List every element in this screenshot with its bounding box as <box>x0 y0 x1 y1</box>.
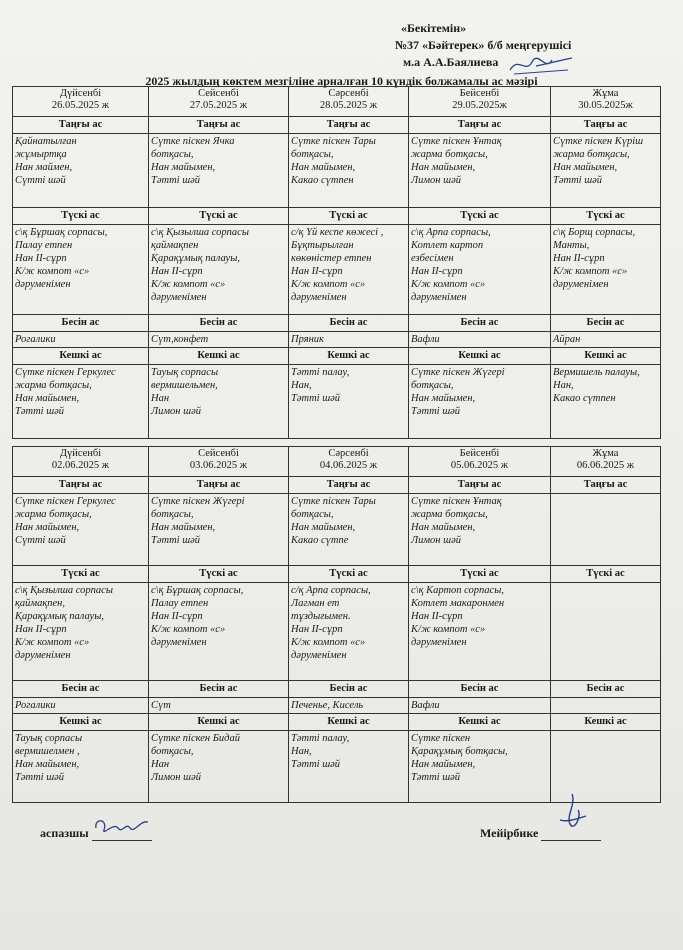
menu-cell <box>289 225 409 315</box>
dish-line: К/ж компот «с» <box>151 279 226 290</box>
dish-line: дәруменімен <box>553 279 609 290</box>
dish-line: дәруменімен <box>151 637 207 648</box>
meal-label: Түскі ас <box>13 208 149 225</box>
nurse-signature <box>552 790 592 836</box>
week2-day-row <box>13 447 661 477</box>
dish-line: Сүтке піскен Геркулес <box>15 496 116 507</box>
dish-line: Сүтке піскен Ұнтақ <box>411 136 502 147</box>
dish-line: Сүтті шәй <box>15 535 66 546</box>
dish-line: К/ж компот «с» <box>411 279 486 290</box>
week1-breakfast-label-row <box>13 117 661 134</box>
dish-line: жарма ботқасы, <box>15 509 92 520</box>
dish-line: К/ж компот «с» <box>553 266 628 277</box>
meal-label: Кешкі ас <box>13 714 149 731</box>
menu-cell <box>13 583 149 681</box>
menu-cell <box>13 494 149 566</box>
snack-cell <box>551 698 661 714</box>
meal-label: Таңғы ас <box>289 477 409 494</box>
day-header: Дүйсенбі 02.06.2025 ж <box>13 447 149 477</box>
week1-lunch-label-row <box>13 208 661 225</box>
day-header: Сейсенбі 27.05.2025 ж <box>149 87 289 117</box>
meal-label: Таңғы ас <box>13 117 149 134</box>
meal-label: Түскі ас <box>289 566 409 583</box>
menu-cell <box>409 494 551 566</box>
week2-lunch-row <box>13 583 661 681</box>
dish-line: ботқасы, <box>151 746 194 757</box>
dish-line: с/қ Арпа сорпасы, <box>291 585 371 596</box>
dish-line: жарма ботқасы, <box>411 149 488 160</box>
menu-cell <box>551 494 661 566</box>
snack-cell: Печенье, Кисель <box>289 698 409 714</box>
dish-line: Қарақұмық палауы, <box>151 253 240 264</box>
menu-cell <box>149 365 289 439</box>
meal-label: Таңғы ас <box>13 477 149 494</box>
meal-label: Бесін ас <box>409 315 551 332</box>
dish-line: Тауық сорпасы <box>151 367 219 378</box>
dish-line: қаймақпен, <box>15 598 66 609</box>
meal-label: Бесін ас <box>551 681 661 698</box>
dish-line: Вермишель палауы, <box>553 367 640 378</box>
meal-label: Түскі ас <box>409 566 551 583</box>
dish-line: Қарақұмық ботқасы, <box>411 746 508 757</box>
snack-cell: Пряник <box>289 332 409 348</box>
dish-line: Палау етпен <box>15 240 73 251</box>
dish-line: Нан майымен, <box>411 393 476 404</box>
cook-signature <box>92 812 152 840</box>
dish-line: Сүтке піскен Жүгері <box>411 367 505 378</box>
meal-label: Таңғы ас <box>551 117 661 134</box>
dish-line: Какао сүтпен <box>553 393 616 404</box>
dish-line: жарма ботқасы, <box>411 509 488 520</box>
meal-label: Түскі ас <box>13 566 149 583</box>
dish-line: Қайнатылған <box>15 136 77 147</box>
menu-cell <box>409 583 551 681</box>
dish-line: Тәтті палау, <box>291 367 350 378</box>
meal-label: Кешкі ас <box>551 714 661 731</box>
dish-line: дәруменімен <box>291 650 347 661</box>
menu-table-week2 <box>12 446 661 803</box>
meal-label: Түскі ас <box>149 566 289 583</box>
dish-line: Тәтті палау, <box>291 733 350 744</box>
snack-cell: Рогалики <box>13 332 149 348</box>
menu-cell <box>289 583 409 681</box>
dish-line: Тәтті шәй <box>15 772 65 783</box>
dish-line: с\қ Картоп сорпасы, <box>411 585 504 596</box>
dish-line: Тәтті шәй <box>291 759 341 770</box>
dish-line: Нан майымен, <box>411 759 476 770</box>
meal-label: Бесін ас <box>149 681 289 698</box>
dish-line: Тәтті шәй <box>151 175 201 186</box>
week1-dinner-label-row <box>13 348 661 365</box>
dish-line: Сүтке піскен <box>411 733 471 744</box>
meal-label: Кешкі ас <box>289 714 409 731</box>
day-header: Дүйсенбі 26.05.2025 ж <box>13 87 149 117</box>
dish-line: Сүтке піскен Тары <box>291 496 376 507</box>
dish-line: Нан II-сұрп <box>411 266 463 277</box>
meal-label: Таңғы ас <box>409 477 551 494</box>
dish-line: дәруменімен <box>411 637 467 648</box>
dish-line: Нан майымен, <box>151 162 216 173</box>
snack-cell: Сүт <box>149 698 289 714</box>
week1-breakfast-row <box>13 134 661 208</box>
dish-line: К/ж компот «с» <box>291 279 366 290</box>
menu-cell <box>149 731 289 803</box>
dish-line: Нан, <box>553 380 574 391</box>
meal-label: Кешкі ас <box>289 348 409 365</box>
dish-line: Нан II-сұрп <box>151 611 203 622</box>
dish-line: ботқасы, <box>291 149 334 160</box>
dish-line: Нан майымен, <box>411 522 476 533</box>
menu-cell <box>149 583 289 681</box>
meal-label: Таңғы ас <box>149 117 289 134</box>
dish-line: с\қ Арпа сорпасы, <box>411 227 491 238</box>
dish-line: дәруменімен <box>151 292 207 303</box>
dish-line: жарма ботқасы, <box>15 380 92 391</box>
dish-line: Тәтті шәй <box>553 175 603 186</box>
dish-line: Какао сүтпе <box>291 535 349 546</box>
dish-line: Палау етпен <box>151 598 209 609</box>
dish-line: с\қ Қызылша сорпасы <box>15 585 113 596</box>
week2-snack-row <box>13 698 661 714</box>
dish-line: Сүтке піскен Геркулес <box>15 367 116 378</box>
dish-line: Сүтке піскен Күріш <box>553 136 644 147</box>
dish-line: Сүтке піскен Тары <box>291 136 376 147</box>
dish-line: Нан майымен, <box>151 522 216 533</box>
menu-cell <box>13 134 149 208</box>
day-header: Сейсенбі 03.06.2025 ж <box>149 447 289 477</box>
dish-line: Сүтке піскен Ячка <box>151 136 235 147</box>
dish-line: Нан II-сұрп <box>291 624 343 635</box>
dish-line: с\қ Бұршақ сорпасы, <box>151 585 244 596</box>
dish-line: Нан II-сұрп <box>411 611 463 622</box>
meal-label: Таңғы ас <box>149 477 289 494</box>
day-header: Бейсенбі 29.05.2025ж <box>409 87 551 117</box>
dish-line: Манты, <box>553 240 590 251</box>
dish-line: дәруменімен <box>15 279 71 290</box>
dish-line: Нан майымен, <box>15 522 80 533</box>
week1-dinner-row <box>13 365 661 439</box>
dish-line: Котлет макаронмен <box>411 598 505 609</box>
dish-line: езбесімен <box>411 253 454 264</box>
meal-label: Бесін ас <box>149 315 289 332</box>
dish-line: К/ж компот «с» <box>291 637 366 648</box>
dish-line: Лимон шәй <box>411 175 461 186</box>
meal-label: Түскі ас <box>149 208 289 225</box>
dish-line: Нан маймен, <box>15 162 73 173</box>
meal-label: Кешкі ас <box>149 348 289 365</box>
meal-label: Түскі ас <box>551 208 661 225</box>
dish-line: с\қ Қызылша сорпасы <box>151 227 249 238</box>
meal-label: Бесін ас <box>289 681 409 698</box>
menu-cell <box>551 365 661 439</box>
dish-line: Тәтті шәй <box>291 393 341 404</box>
menu-cell <box>149 494 289 566</box>
menu-cell <box>289 731 409 803</box>
dish-line: Тауық сорпасы <box>15 733 83 744</box>
week2-lunch-label-row <box>13 566 661 583</box>
organization-line: №37 «Бәйтерек» б/б меңгерушісі <box>395 38 572 52</box>
meal-label: Кешкі ас <box>409 714 551 731</box>
week1-snack-row <box>13 332 661 348</box>
menu-cell <box>409 731 551 803</box>
day-header: Сәрсенбі 28.05.2025 ж <box>289 87 409 117</box>
dish-line: ботқасы, <box>151 509 194 520</box>
dish-line: Қарақұмық палауы, <box>15 611 104 622</box>
dish-line: Нан майымен, <box>411 162 476 173</box>
day-header: Жұма 06.06.2025 ж <box>551 447 661 477</box>
dish-line: вермишелмен , <box>15 746 80 757</box>
menu-cell <box>289 494 409 566</box>
dish-line: Тәтті шәй <box>411 406 461 417</box>
menu-cell <box>289 365 409 439</box>
dish-line: дәруменімен <box>291 292 347 303</box>
week2-snack-label-row <box>13 681 661 698</box>
meal-label: Кешкі ас <box>409 348 551 365</box>
meal-label: Кешкі ас <box>13 348 149 365</box>
dish-line: Нан майымен, <box>15 393 80 404</box>
dish-line: К/ж компот «с» <box>15 266 90 277</box>
menu-cell <box>551 225 661 315</box>
dish-line: Нан II-сұрп <box>15 253 67 264</box>
nurse-label: Мейірбике <box>480 826 539 840</box>
dish-line: жарма ботқасы, <box>553 149 630 160</box>
meal-label: Түскі ас <box>289 208 409 225</box>
dish-line: К/ж компот «с» <box>151 624 226 635</box>
menu-cell <box>13 731 149 803</box>
dish-line: ботқасы, <box>411 380 454 391</box>
week1-day-row <box>13 87 661 117</box>
dish-line: дәруменімен <box>411 292 467 303</box>
menu-cell <box>551 583 661 681</box>
day-header: Жұма 30.05.2025ж <box>551 87 661 117</box>
dish-line: қаймақпен <box>151 240 199 251</box>
dish-line: К/ж компот «с» <box>15 637 90 648</box>
menu-cell <box>149 225 289 315</box>
menu-table-week1 <box>12 86 661 439</box>
meal-label: Түскі ас <box>409 208 551 225</box>
dish-line: Лимон шәй <box>151 406 201 417</box>
dish-line: Нан майымен, <box>15 759 80 770</box>
meal-label: Түскі ас <box>551 566 661 583</box>
menu-cell <box>409 365 551 439</box>
meal-label: Бесін ас <box>13 681 149 698</box>
dish-line: Нан майымен, <box>553 162 618 173</box>
dish-line: Сүтті шәй <box>15 175 66 186</box>
day-header: Сәрсенбі 04.06.2025 ж <box>289 447 409 477</box>
week1-lunch-row <box>13 225 661 315</box>
week2-dinner-label-row <box>13 714 661 731</box>
meal-label: Бесін ас <box>409 681 551 698</box>
meal-label: Кешкі ас <box>551 348 661 365</box>
dish-line: Нан майымен, <box>291 162 356 173</box>
snack-cell: Сүт,конфет <box>149 332 289 348</box>
menu-cell <box>289 134 409 208</box>
approval-title: «Бекітемін» <box>401 21 467 35</box>
dish-line: Сүтке піскен Ұнтақ <box>411 496 502 507</box>
meal-label: Таңғы ас <box>409 117 551 134</box>
menu-cell <box>149 134 289 208</box>
document-title: 2025 жылдың көктем мезгіліне арналған 10 күндік болжамалы ас мәзірі <box>145 74 538 88</box>
dish-line: тұздығымен. <box>291 611 351 622</box>
snack-cell: Вафли <box>409 698 551 714</box>
dish-line: жұмыртқа <box>15 149 67 160</box>
week2-breakfast-row <box>13 494 661 566</box>
dish-line: Лимон шәй <box>411 535 461 546</box>
dish-line: Нан <box>151 393 170 404</box>
dish-line: Тәтті шәй <box>15 406 65 417</box>
dish-line: ботқасы, <box>291 509 334 520</box>
dish-line: К/ж компот «с» <box>411 624 486 635</box>
meal-label: Бесін ас <box>551 315 661 332</box>
menu-cell <box>409 134 551 208</box>
dish-line: с\қ Бұршақ сорпасы, <box>15 227 108 238</box>
dish-line: Лимон шәй <box>151 772 201 783</box>
dish-line: Тәтті шәй <box>151 535 201 546</box>
dish-line: Какао сүтпен <box>291 175 354 186</box>
dish-line: Нан II-сұрп <box>15 624 67 635</box>
snack-cell: Вафли <box>409 332 551 348</box>
dish-line: Нан <box>151 759 170 770</box>
day-header: Бейсенбі 05.06.2025 ж <box>409 447 551 477</box>
dish-line: Сүтке піскен Жүгері <box>151 496 245 507</box>
menu-cell <box>13 365 149 439</box>
dish-line: Нан майымен, <box>291 522 356 533</box>
dish-line: дәруменімен <box>15 650 71 661</box>
dish-line: вермишельмен, <box>151 380 218 391</box>
dish-line: с/қ Үй кеспе көжесі , <box>291 227 384 238</box>
menu-cell <box>13 225 149 315</box>
dish-line: Нан II-сұрп <box>151 266 203 277</box>
dish-line: көкөністер етпен <box>291 253 372 264</box>
dish-line: Нан, <box>291 746 312 757</box>
meal-label: Таңғы ас <box>551 477 661 494</box>
dish-line: Нан, <box>291 380 312 391</box>
snack-cell: Айран <box>551 332 661 348</box>
menu-cell <box>409 225 551 315</box>
meal-label: Кешкі ас <box>149 714 289 731</box>
meal-label: Бесін ас <box>13 315 149 332</box>
meal-label: Таңғы ас <box>289 117 409 134</box>
dish-line: Лагман ет <box>291 598 340 609</box>
menu-cell <box>551 134 661 208</box>
meal-label: Бесін ас <box>289 315 409 332</box>
dish-line: Котлет картоп <box>411 240 484 251</box>
dish-line: ботқасы, <box>151 149 194 160</box>
snack-cell: Рогалики <box>13 698 149 714</box>
week1-snack-label-row <box>13 315 661 332</box>
dish-line: Бұқтырылған <box>291 240 354 251</box>
manager-name: м.а А.А.Баялиева <box>403 55 499 69</box>
dish-line: Сүтке піскен Бидай <box>151 733 240 744</box>
dish-line: Тәтті шәй <box>411 772 461 783</box>
dish-line: с\қ Борщ сорпасы, <box>553 227 636 238</box>
dish-line: Нан II-сұрп <box>291 266 343 277</box>
dish-line: Нан II-сұрп <box>553 253 605 264</box>
cook-label: аспазшы <box>40 826 89 840</box>
week2-breakfast-label-row <box>13 477 661 494</box>
